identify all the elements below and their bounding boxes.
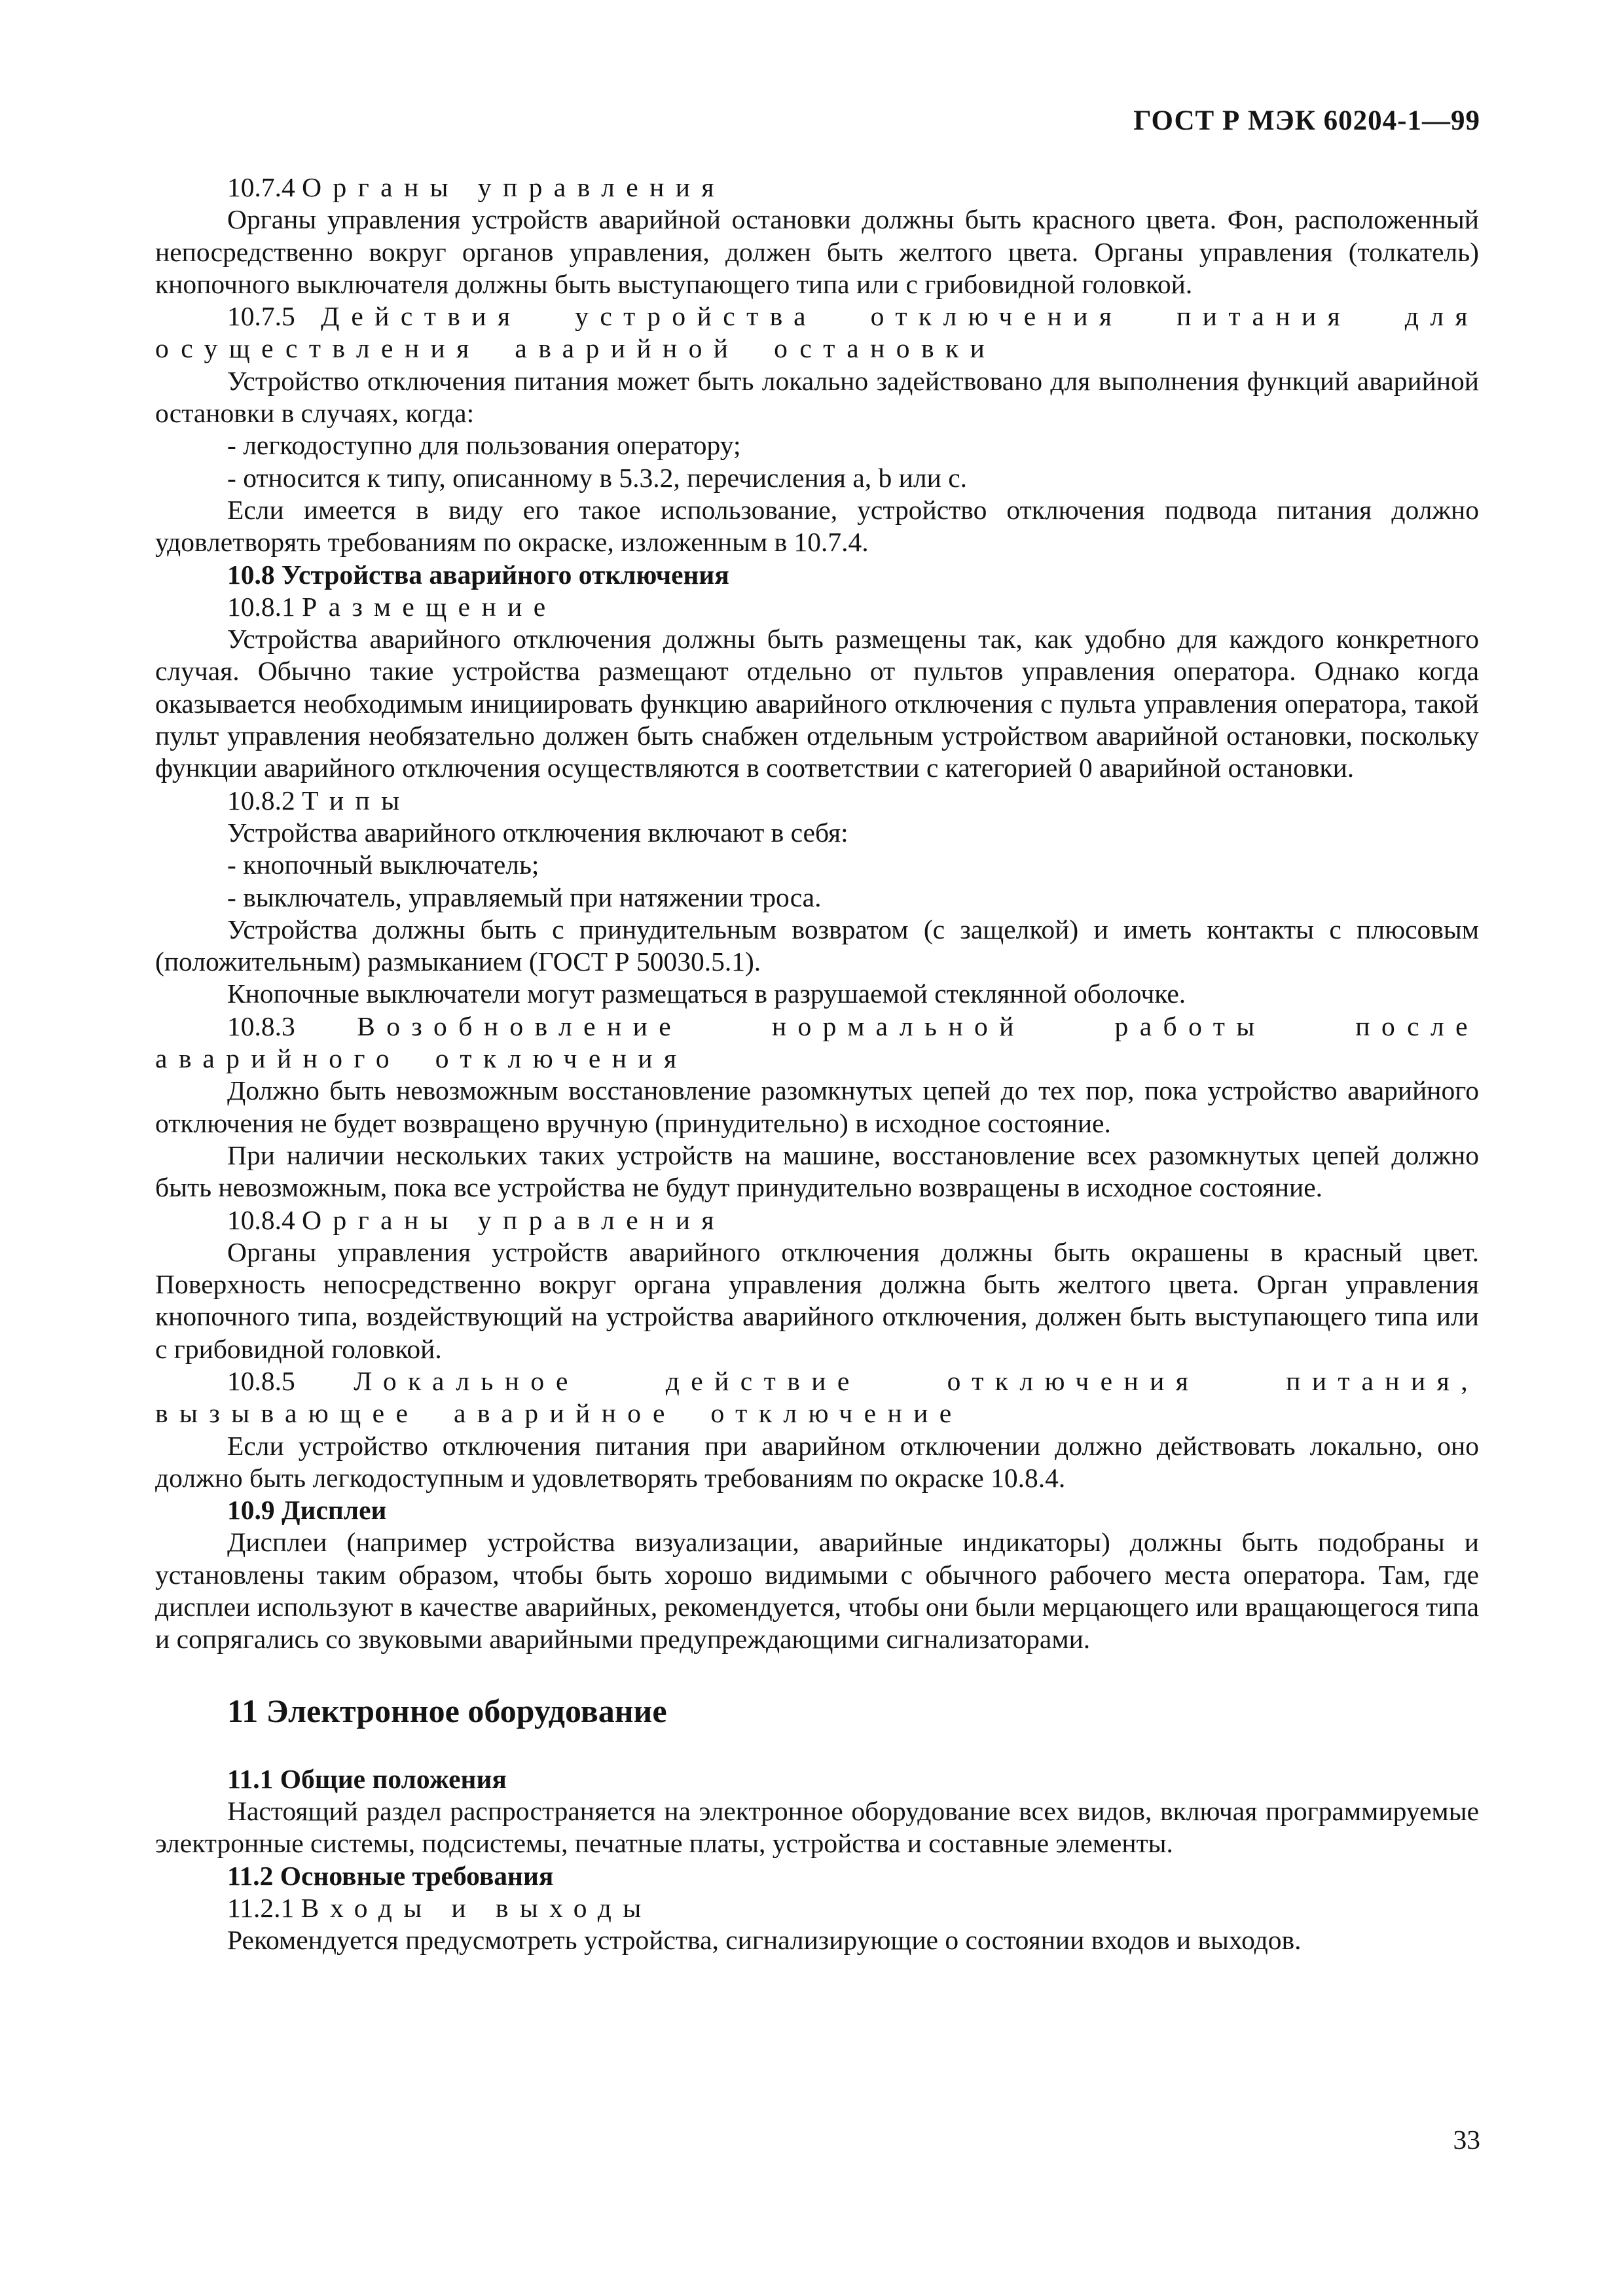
page-number: 33	[1453, 2125, 1480, 2155]
section-11-1-heading: 11.1 Общие положения	[227, 1763, 507, 1794]
clause-10-8-2-text-1: Устройства должны быть с принудительным возвратом (с защелкой) и иметь контакты с плюсовым (положительным) размыканием (ГОСТ Р 50030.5.1).	[155, 914, 1479, 977]
clause-10-8-5-text: Если устройство отключения питания при аварийном отключении должно действовать локально, оно должно быть легкодоступным и удовлетворять требованиям по окраске 10.8.4.	[155, 1430, 1479, 1493]
clause-11-2-1-text: Рекомендуется предусмотреть устройства, сигнализирующие о состоянии входов и выходов.	[227, 1925, 1302, 1956]
section-10-8-heading: 10.8 Устройства аварийного отключения	[227, 559, 729, 590]
list-item: - относится к типу, описанному в 5.3.2, перечисления a, b или c.	[227, 462, 967, 493]
section-11-heading: 11 Электронное оборудование	[227, 1692, 667, 1729]
clause-10-7-5-text: Если имеется в виду его такое использование, устройство отключения подвода питания должно удовлетворять требованиям по окраске, изложенным в 10.7.4.	[155, 494, 1479, 558]
clause-10-8-2-intro: Устройства аварийного отключения включают в себя:	[227, 817, 848, 848]
section-10-9-heading: 10.9 Дисплеи	[227, 1495, 387, 1526]
document-header: ГОСТ Р МЭК 60204-1—99	[1133, 105, 1480, 136]
clause-10-7-4-heading: 10.7.4 Органы управления	[227, 172, 725, 202]
list-item: - выключатель, управляемый при натяжении троса.	[227, 882, 822, 912]
clause-10-8-4-heading: 10.8.4 Органы управления	[227, 1204, 725, 1235]
clause-10-7-5-intro: Устройство отключения питания может быть локально задействовано для выполнения функций аварийной остановки в случаях, когда:	[155, 365, 1479, 429]
section-11-2-heading: 11.2 Основные требования	[227, 1860, 554, 1891]
list-item: - легкодоступно для пользования оператору;	[227, 430, 741, 461]
clause-10-8-3-text-2: При наличии нескольких таких устройств на машине, восстановление всех разомкнутых цепей должно быть невозможным, пока все устройства не будут принудительно возвращены в исходное состояние.	[155, 1139, 1479, 1203]
clause-10-7-4-text: Органы управления устройств аварийной остановки должны быть красного цвета. Фон, расположенный непосредственно вокруг органов управления, должен быть желтого цвета. Органы управления (толкатель) кнопочного выключателя должны быть выступающего типа или с грибовидной головкой.	[155, 204, 1479, 299]
section-11-1-text: Настоящий раздел распространяется на электронное оборудование всех видов, включая программируемые электронные системы, подсистемы, печатные платы, устройства и составные элементы.	[155, 1795, 1479, 1859]
clause-10-8-4-text: Органы управления устройств аварийного отключения должны быть окрашены в красный цвет. Поверхность непосредственно вокруг органа управления должна быть желтого цвета. Орган управления кнопочного типа, воздействующий на устройства аварийного отключения, должен быть выступающего типа или с грибовидной головкой.	[155, 1236, 1479, 1364]
clause-10-8-3-heading: 10.8.3 Возобновление нормальной работы после аварийного отключения	[155, 1011, 1480, 1074]
clause-11-2-1-heading: 11.2.1 Входы и выходы	[227, 1892, 653, 1923]
clause-10-8-5-heading: 10.8.5 Локальное действие отключения питания, вызывающее аварийное отключение	[155, 1365, 1479, 1429]
clause-10-7-5-heading: 10.7.5 Действия устройства отключения питания для осуществления аварийной остановки	[155, 301, 1480, 364]
list-item: - кнопочный выключатель;	[227, 850, 539, 880]
page-body	[155, 171, 1479, 1956]
clause-10-8-3-text-1: Должно быть невозможным восстановление разомкнутых цепей до тех пор, пока устройство аварийного отключения не будет возвращено вручную (принудительно) в исходное состояние.	[155, 1075, 1479, 1138]
clause-10-8-2-text-2: Кнопочные выключатели могут размещаться в разрушаемой стеклянной оболочке.	[227, 978, 1186, 1009]
clause-10-8-2-heading: 10.8.2 Типы	[227, 785, 411, 816]
clause-10-8-1-text: Устройства аварийного отключения должны быть размещены так, как удобно для каждого конкретного случая. Обычно такие устройства размещают отдельно от пультов управления оператора. Однако когда оказывается необходимым инициировать функцию аварийного отключения с пульта управления оператора, такой пульт управления необязательно должен быть снабжен отдельным устройством аварийной остановки, поскольку функции аварийного отключения осуществляются в соответствии с категорией 0 аварийной остановки.	[155, 624, 1479, 783]
clause-10-8-1-heading: 10.8.1 Размещение	[227, 591, 557, 622]
section-10-9-text: Дисплеи (например устройства визуализации, аварийные индикаторы) должны быть подобраны и установлены таким образом, чтобы быть хорошо видимыми с обычного рабочего места оператора. Там, где дисплеи используют в качестве аварийных, рекомендуется, чтобы они были мерцающего или вращающегося типа и сопрягались со звуковыми аварийными предупреждающими сигнализаторами.	[155, 1527, 1479, 1655]
